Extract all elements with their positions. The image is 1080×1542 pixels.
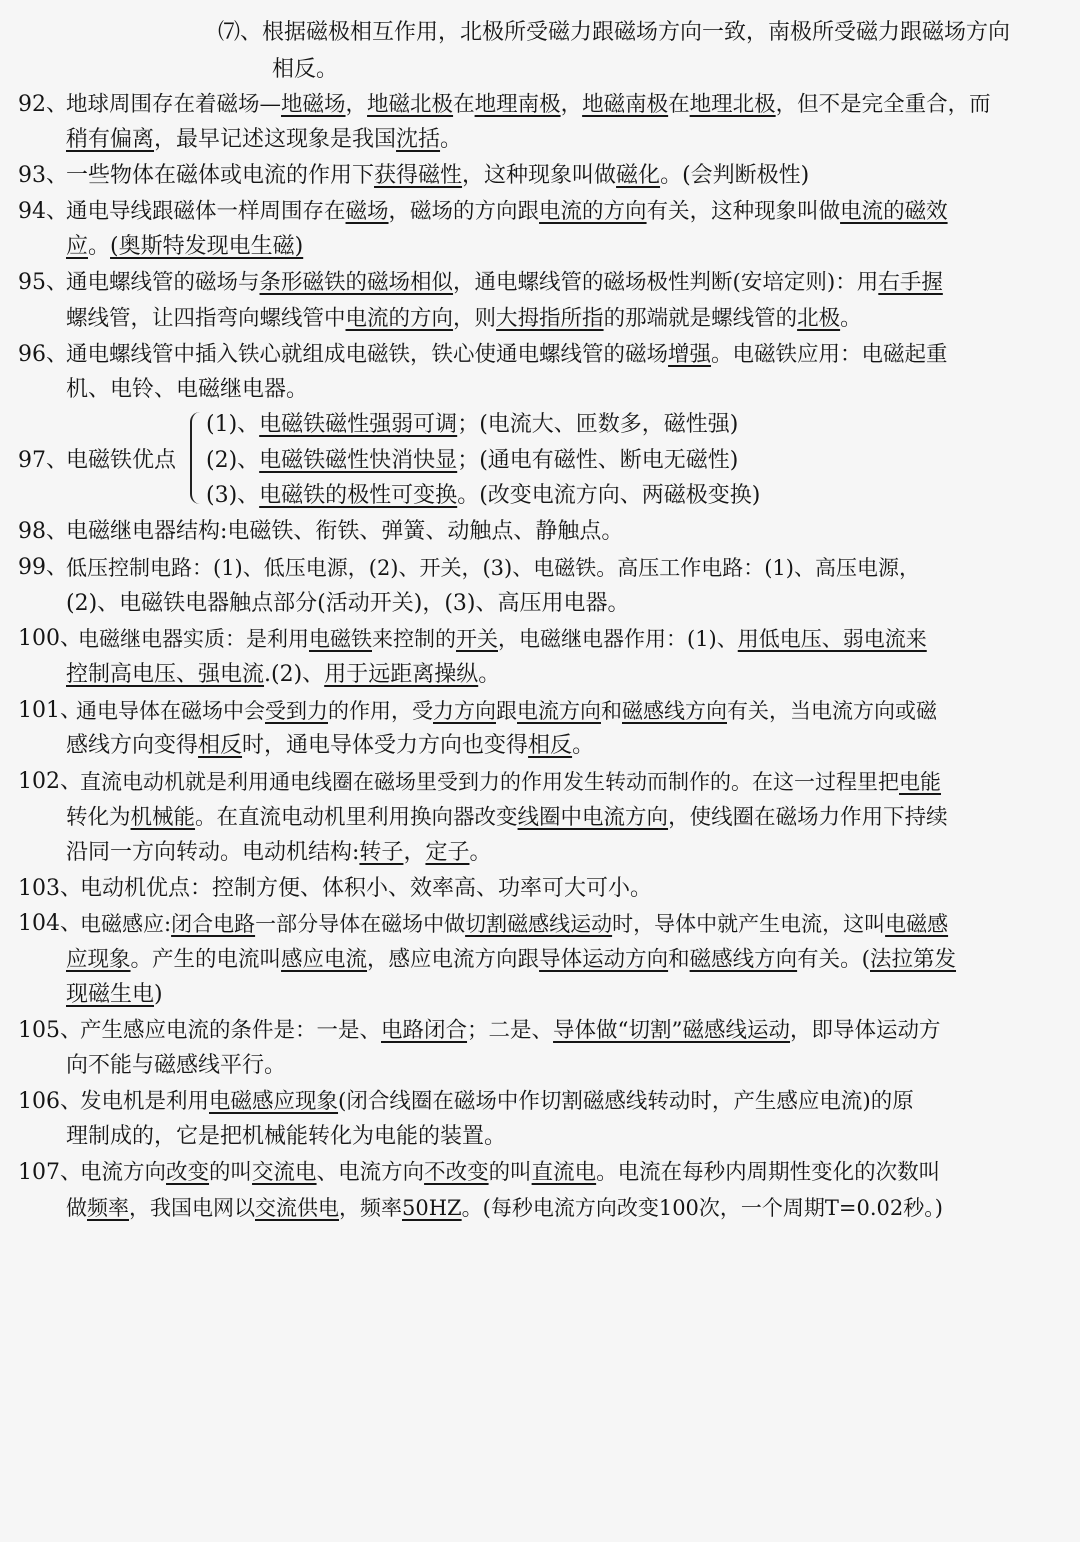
line: 电磁感应:闭合电路一部分导体在磁场中做切割磁感线运动时，导体中就产生电流，这叫电磁感 <box>80 912 949 936</box>
line: (3)、电磁铁的极性可变换。(改变电流方向、两磁极变换) <box>206 483 761 508</box>
brace-label: 电磁铁优点 <box>66 448 177 473</box>
line: 电流方向改变的叫交流电、电流方向不改变的叫直流电。电流在每秒内周期性变化的次数叫 <box>80 1160 941 1185</box>
line: 一些物体在磁体或电流的作用下获得磁性，这种现象叫做磁化。(会判断极性) <box>66 163 810 188</box>
line: 应现象。产生的电流叫感应电流，感应电流方向跟导体运动方向和磁感线方向有关。(法拉第发 <box>66 947 957 972</box>
line: 转化为机械能。在直流电动机里利用换向器改变线圈中电流方向，使线圈在磁场力作用下持续 <box>66 805 948 830</box>
item-number: 100、 <box>18 626 82 651</box>
item-number: 107、 <box>18 1160 82 1185</box>
item-number: 101、 <box>18 698 82 723</box>
line: 电磁继电器结构:电磁铁、衔铁、弹簧、动触点、静触点。 <box>66 519 624 544</box>
line: 机、电铃、电磁继电器。 <box>66 377 309 402</box>
line: 产生感应电流的条件是：一是、电路闭合；二是、导体做“切割”磁感线运动，即导体运动方 <box>80 1018 941 1043</box>
item-number: 104、 <box>18 911 82 936</box>
brace <box>190 412 206 504</box>
line: 螺线管，让四指弯向螺线管中电流的方向，则大拇指所指的那端就是螺线管的北极。 <box>66 306 862 331</box>
line: 稍有偏离，最早记述这现象是我国沈括。 <box>66 127 463 152</box>
line: 电动机优点：控制方便、体积小、效率高、功率可大可小。 <box>80 876 653 901</box>
item-number: 98、 <box>18 519 68 544</box>
line: 理制成的，它是把机械能转化为电能的装置。 <box>66 1124 507 1149</box>
line: ⑺、根据磁极相互作用，北极所受磁力跟磁场方向一致，南极所受磁力跟磁场方向 <box>218 20 1011 45</box>
item-number: 92、 <box>18 92 68 117</box>
item-number: 105、 <box>18 1018 82 1043</box>
line: (1)、电磁铁磁性强弱可调；(电流大、匝数多，磁性强) <box>206 412 739 437</box>
item-number: 93、 <box>18 163 68 188</box>
line: 做频率，我国电网以交流供电，频率50HZ。(每秒电流方向改变100次，一个周期T=0.02秒。) <box>66 1196 943 1220</box>
line: 通电导线跟磁体一样周围存在磁场，磁场的方向跟电流的方向有关，这种现象叫做电流的磁效 <box>66 199 948 224</box>
line: 通电螺线管中插入铁心就组成电磁铁，铁心使通电螺线管的磁场增强。电磁铁应用：电磁起重 <box>66 342 948 367</box>
item-number: 96、 <box>18 342 68 367</box>
line: 向不能与磁感线平行。 <box>66 1053 287 1078</box>
line: 低压控制电路：(1)、低压电源，(2)、开关，(3)、电磁铁。高压工作电路：(1)、高压电源， <box>66 556 920 580</box>
item-number: 103、 <box>18 876 82 901</box>
line: 通电导体在磁场中会受到力的作用，受力方向跟电流方向和磁感线方向有关，当电流方向或磁 <box>76 699 937 723</box>
line: 感线方向变得相反时，通电导体受力方向也变得相反。 <box>66 733 595 758</box>
line: 沿同一方向转动。电动机结构:转子，定子。 <box>66 840 492 865</box>
item-number: 95、 <box>18 270 68 295</box>
line: 相反。 <box>272 57 339 82</box>
line: 地球周围存在着磁场—地磁场，地磁北极在地理南极，地磁南极在地理北极，但不是完全重合，而 <box>66 92 991 117</box>
item-number: 94、 <box>18 199 68 224</box>
line: 通电螺线管的磁场与条形磁铁的磁场相似，通电螺线管的磁场极性判断(安培定则)：用右手握 <box>66 270 943 295</box>
item-number: 97、 <box>18 448 68 473</box>
item-number: 106、 <box>18 1089 82 1114</box>
line: (2)、电磁铁磁性快消快显；(通电有磁性、断电无磁性) <box>206 448 739 473</box>
line: 控制高电压、强电流.(2)、用于远距离操纵。 <box>66 662 501 687</box>
line: 发电机是利用电磁感应现象(闭合线圈在磁场中作切割磁感线转动时，产生感应电流)的原 <box>80 1089 914 1114</box>
line: 电磁继电器实质：是利用电磁铁来控制的开关，电磁继电器作用：(1)、用低电压、弱电流来 <box>78 627 927 651</box>
item-number: 99、 <box>18 555 68 580</box>
line: 应。(奥斯特发现电生磁) <box>66 234 304 259</box>
line: 现磁生电) <box>66 982 163 1007</box>
line: (2)、电磁铁电器触点部分(活动开关)，(3)、高压用电器。 <box>66 591 630 616</box>
item-number: 102、 <box>18 769 82 794</box>
line: 直流电动机就是利用通电线圈在磁场里受到力的作用发生转动而制作的。在这一过程里把电能 <box>80 770 941 794</box>
